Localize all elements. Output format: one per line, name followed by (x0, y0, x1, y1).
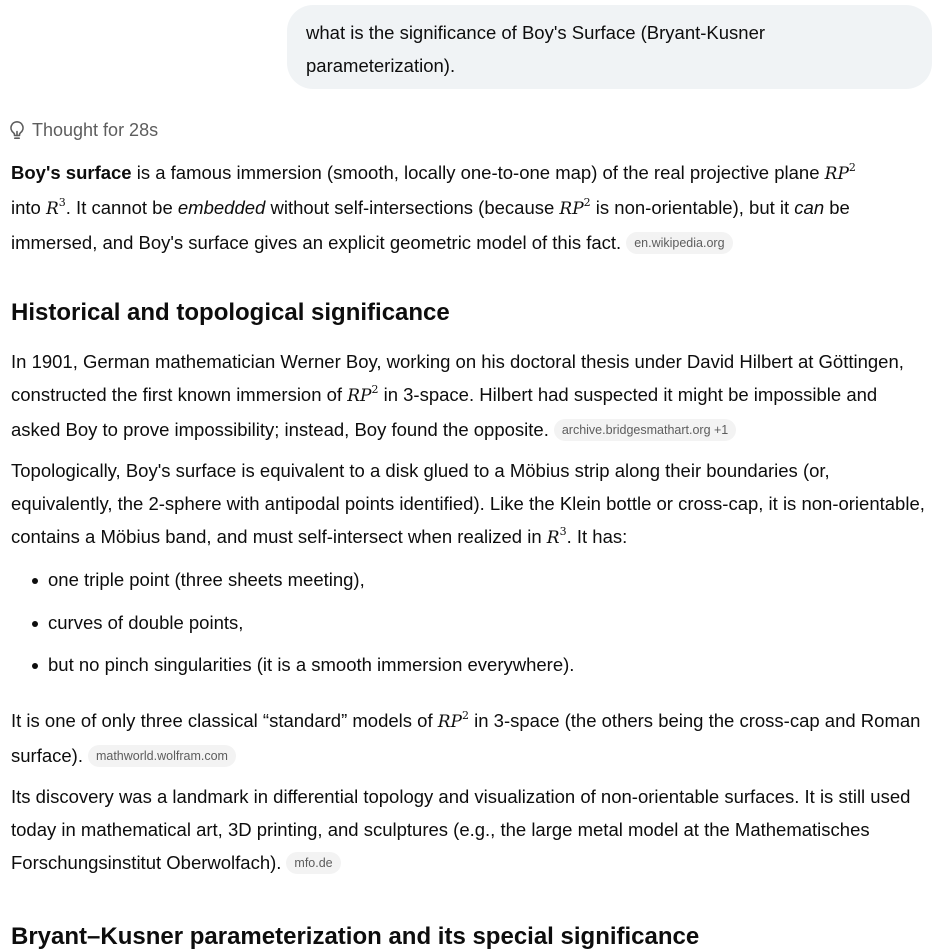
source-chip[interactable]: archive.bridgesmathart.org +1 (554, 419, 736, 441)
math-rp2: $RP^2$ (437, 709, 469, 732)
source-chip[interactable]: mathworld.wolfram.com (88, 745, 236, 767)
list-item: one triple point (three sheets meeting), (11, 563, 929, 596)
bullet-list (11, 563, 929, 691)
thought-toggle[interactable] (8, 117, 158, 143)
user-message-text: what is the significance of Boy's Surface (Bryant-Kusner parameterization). (306, 22, 766, 76)
math-r3: $R^3$ (45, 196, 66, 219)
list-item: curves of double points, (11, 606, 929, 639)
math-rp2: $RP^2$ (347, 383, 379, 406)
landmark-paragraph: Its discovery was a landmark in differential topology and visualization of non-orientable surfaces. It is still used today in mathematical art, 3D printing, and sculptures (e.g., the large metal model at the Mathematisches Forschungsinstitut Oberwolfach). mfo.de (11, 786, 911, 873)
source-chip[interactable]: mfo.de (286, 852, 340, 874)
history-paragraph: In 1901, German mathematician Werner Boy, working on his doctoral thesis under David Hilbert at Göttingen, constructed the first known immersion of $RP^2$ in 3-space. Hilbert had suspected it might be impossible and asked Boy to prove impossibility; instead, Boy found the opposite. archive.bridgesmathart.org +1 (11, 351, 904, 440)
list-item: but no pinch singularities (it is a smooth immersion everywhere). (11, 648, 929, 681)
math-rp2: $RP^2$ (824, 161, 856, 184)
lightbulb-icon (8, 120, 26, 140)
section-heading: Historical and topological significance (11, 299, 450, 326)
user-message-bubble (287, 5, 932, 89)
source-chip[interactable]: en.wikipedia.org (626, 232, 732, 254)
intro-paragraph: Boy's surface is a famous immersion (smooth, locally one-to-one map) of the real projective plane $RP^2$ into $R^3$. It cannot be embedded without self-intersections (because $RP^2$ is non-orientable), but it can be immersed, and Boy's surface gives an explicit geometric model of this fact. en.wikipedia.org (11, 161, 856, 253)
thought-label: Thought for 28s (32, 120, 159, 140)
models-paragraph: It is one of only three classical “standard” models of $RP^2$ in 3-space (the others being the cross-cap and Roman surface). mathworld.wolfram.com (11, 709, 921, 766)
topology-paragraph: Topologically, Boy's surface is equivalent to a disk glued to a Möbius strip along their boundaries (or, equivalently, the 2-sphere with antipodal points identified). Like the Klein bottle or cross-cap, it is non-orientable, contains a Möbius band, and must self-intersect when realized in $R^3$. It has: (11, 460, 925, 548)
math-r3: $R^3$ (546, 525, 567, 548)
section-heading: Bryant–Kusner parameterization and its special significance (11, 923, 700, 949)
bold-term: Boy's surface (11, 162, 132, 183)
math-rp2: $RP^2$ (559, 196, 591, 219)
